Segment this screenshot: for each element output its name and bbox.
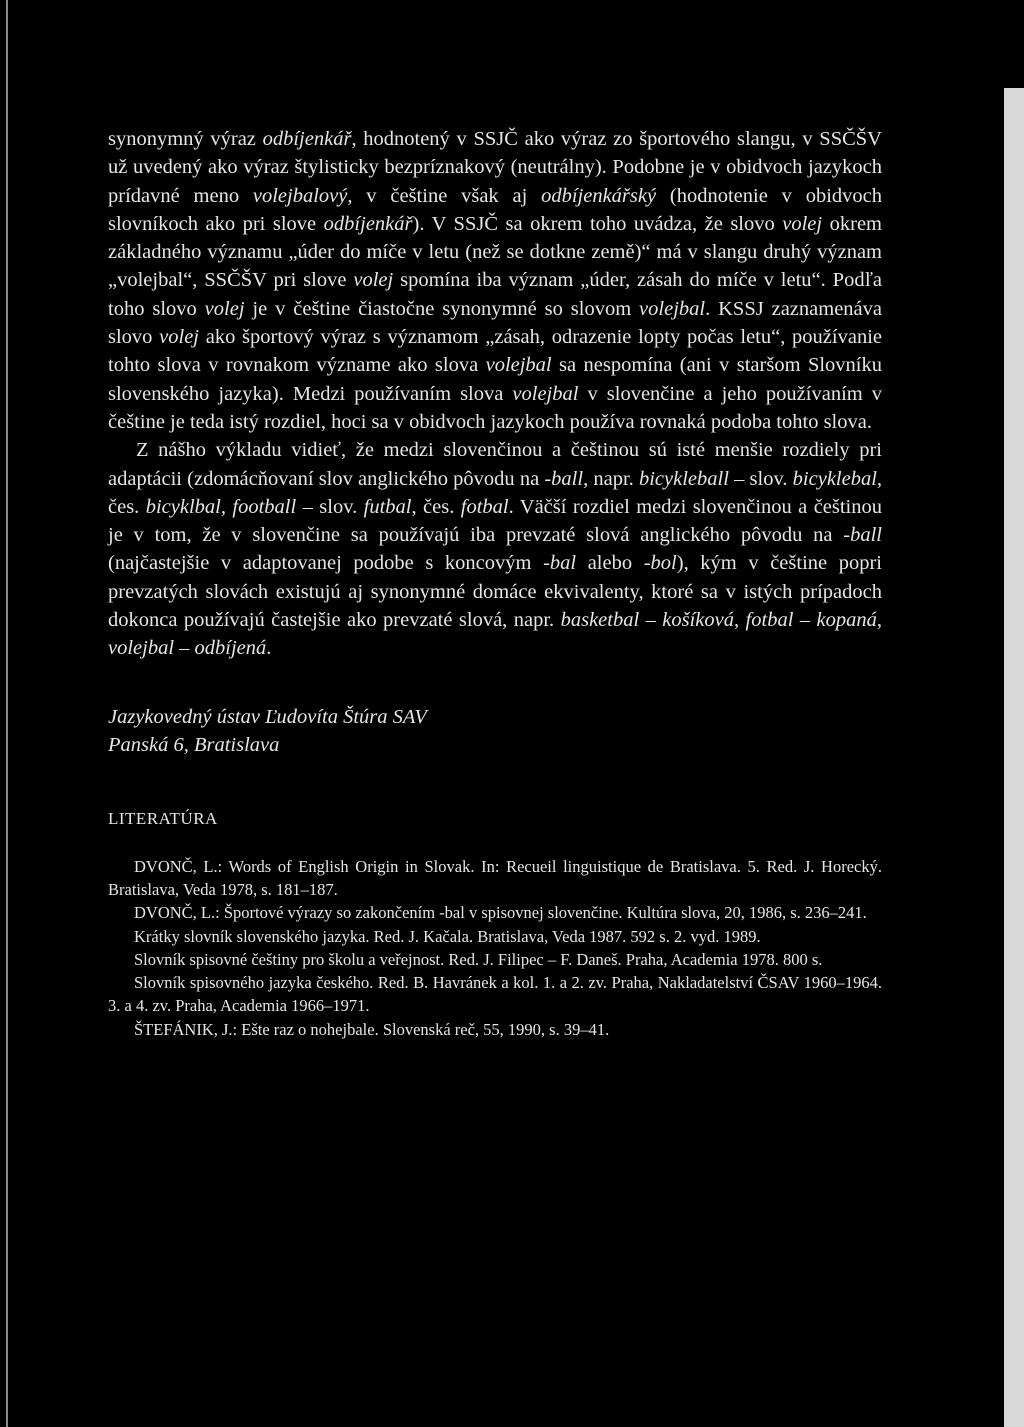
italic-run: volejbal bbox=[512, 382, 579, 405]
reference-item: Slovník spisovného jazyka českého. Red. B. Havránek a kol. 1. a 2. zv. Praha, Nakladatelství ČSAV 1960–1964. 3. a 4. zv. Praha, Academia 1966–1971. bbox=[108, 973, 882, 1016]
text-run: , hodnotený v SSJČ ako výraz zo športového slangu, v SSČŠV už uvedený ako výraz štylisticky bezpríznakový (neutrálny). Podobne je v obidvoch jazykoch prídavné meno bbox=[108, 128, 882, 207]
literature-heading: LITERATÚRA bbox=[108, 808, 218, 828]
italic-run: volej bbox=[204, 297, 245, 320]
italic-run: -bal bbox=[543, 552, 577, 575]
reference-item: Slovník spisovné češtiny pro školu a veřejnost. Red. J. Filipec – F. Daneš. Praha, Academia 1978. 800 s. bbox=[134, 949, 823, 969]
scan-left-edge bbox=[6, 0, 8, 1427]
text-run: , čes. bbox=[411, 495, 461, 518]
paragraph-1 bbox=[108, 125, 882, 436]
italic-run: bicyklbal, football bbox=[145, 495, 297, 518]
text-run: , napr. bbox=[583, 467, 639, 490]
author-affiliation bbox=[108, 703, 882, 759]
text-run: – slov. bbox=[296, 495, 364, 518]
reference-item: Krátky slovník slovenského jazyka. Red. J. Kačala. Bratislava, Veda 1987. 592 s. 2. vyd. 1989. bbox=[134, 926, 761, 946]
italic-run: odbíjenkář bbox=[262, 128, 352, 150]
text-run: Z nášho výkladu vidieť, že medzi slovenčinou a češtinou sú isté menšie rozdiely pri adaptácii (zdomácňovaní slov anglického pôvodu na bbox=[108, 439, 882, 490]
text-run: v slovenčine a jeho používaním v češtine je teda istý rozdiel, hoci sa v obidvoch jazykoch používa rovnaká podoba tohto slova. bbox=[108, 382, 883, 433]
italic-run: volej bbox=[159, 326, 199, 349]
paragraph-2 bbox=[108, 436, 882, 662]
text-run: okrem základného významu „úder do míče v letu (než se dotkne země)“ má v slangu druhý význam „volejbal“, SSČŠV pri slove bbox=[108, 212, 882, 292]
italic-run: -ball bbox=[843, 524, 882, 547]
document-page bbox=[108, 125, 882, 1041]
italic-run: volej bbox=[782, 212, 823, 235]
italic-run: volej bbox=[353, 269, 394, 292]
text-run: , v češtine však aj bbox=[347, 184, 542, 207]
reference-item: DVONČ, L.: Športové výrazy so zakončením -bal v spisovnej slovenčine. Kultúra slova, 20, 1986, s. 236–241. bbox=[134, 903, 867, 923]
text-run: je v češtine čiastočne synonymné so slovom bbox=[244, 297, 640, 320]
italic-run: -bol bbox=[643, 552, 677, 575]
text-run: . bbox=[266, 637, 272, 660]
text-run: (najčastejšie v adaptovanej podobe s koncovým bbox=[108, 552, 544, 575]
affiliation-address: Panská 6, Bratislava bbox=[108, 733, 280, 756]
italic-run: basketbal – košíková, fotbal – kopaná, volejbal – odbíjená bbox=[108, 609, 882, 660]
affiliation-institute: Jazykovedný ústav Ľudovíta Štúra SAV bbox=[108, 705, 427, 728]
italic-run: bicykleball bbox=[638, 467, 729, 490]
reference-list bbox=[108, 855, 882, 1041]
text-run: synonymný výraz bbox=[108, 128, 263, 150]
text-run: ako športový výraz s významom „zásah, odrazenie lopty počas letu“, používanie tohto slova v rovnakom význame ako slova bbox=[108, 326, 882, 377]
reference-item: ŠTEFÁNIK, J.: Ešte raz o nohejbale. Slovenská reč, 55, 1990, s. 39–41. bbox=[134, 1019, 610, 1039]
text-run: . Väčší rozdiel medzi slovenčinou a češtinou je v tom, že v slovenčine sa používajú iba prevzaté slová anglického pôvodu na bbox=[108, 495, 883, 547]
text-run: sa nespomína (ani v staršom Slovníku slovenského jazyka). Medzi používaním slova bbox=[108, 354, 882, 405]
scan-right-edge bbox=[1004, 88, 1024, 1427]
text-run: (hodnotenie v obidvoch slovníkoch ako pri slove bbox=[108, 184, 882, 235]
italic-run: volejbal bbox=[485, 354, 552, 377]
text-run: ). V SSJČ sa okrem toho uvádza, že slovo bbox=[412, 212, 783, 235]
italic-run: futbal bbox=[363, 495, 412, 518]
italic-run: odbíjenkářský bbox=[541, 184, 657, 207]
text-run: – slov. bbox=[728, 467, 793, 490]
text-run: . KSSJ zaznamenáva slovo bbox=[108, 297, 882, 349]
italic-run: -ball bbox=[544, 467, 584, 490]
italic-run: volejbal bbox=[639, 297, 706, 320]
italic-run: fotbal bbox=[460, 495, 509, 518]
reference-item: DVONČ, L.: Words of English Origin in Slovak. In: Recueil linguistique de Bratislava. 5. Red. J. Horecký. Bratislava, Veda 1978, s. 181–187. bbox=[108, 856, 882, 899]
text-run: , čes. bbox=[108, 467, 883, 518]
italic-run: bicyklebal bbox=[792, 467, 877, 490]
text-run: alebo bbox=[576, 552, 644, 575]
body-text bbox=[108, 125, 882, 663]
italic-run: volejbalový bbox=[252, 184, 348, 207]
italic-run: odbíjenkář bbox=[323, 212, 413, 235]
text-run: ), kým v češtine popri prevzatých slovách existujú aj synonymné domáce ekvivalenty, ktoré sa v istých prípadoch dokonca používajú častejšie ako prevzaté slová, napr. bbox=[108, 552, 882, 632]
text-run: spomína iba význam „úder, zásah do míče v letu“. Podľa toho slovo bbox=[108, 269, 882, 320]
